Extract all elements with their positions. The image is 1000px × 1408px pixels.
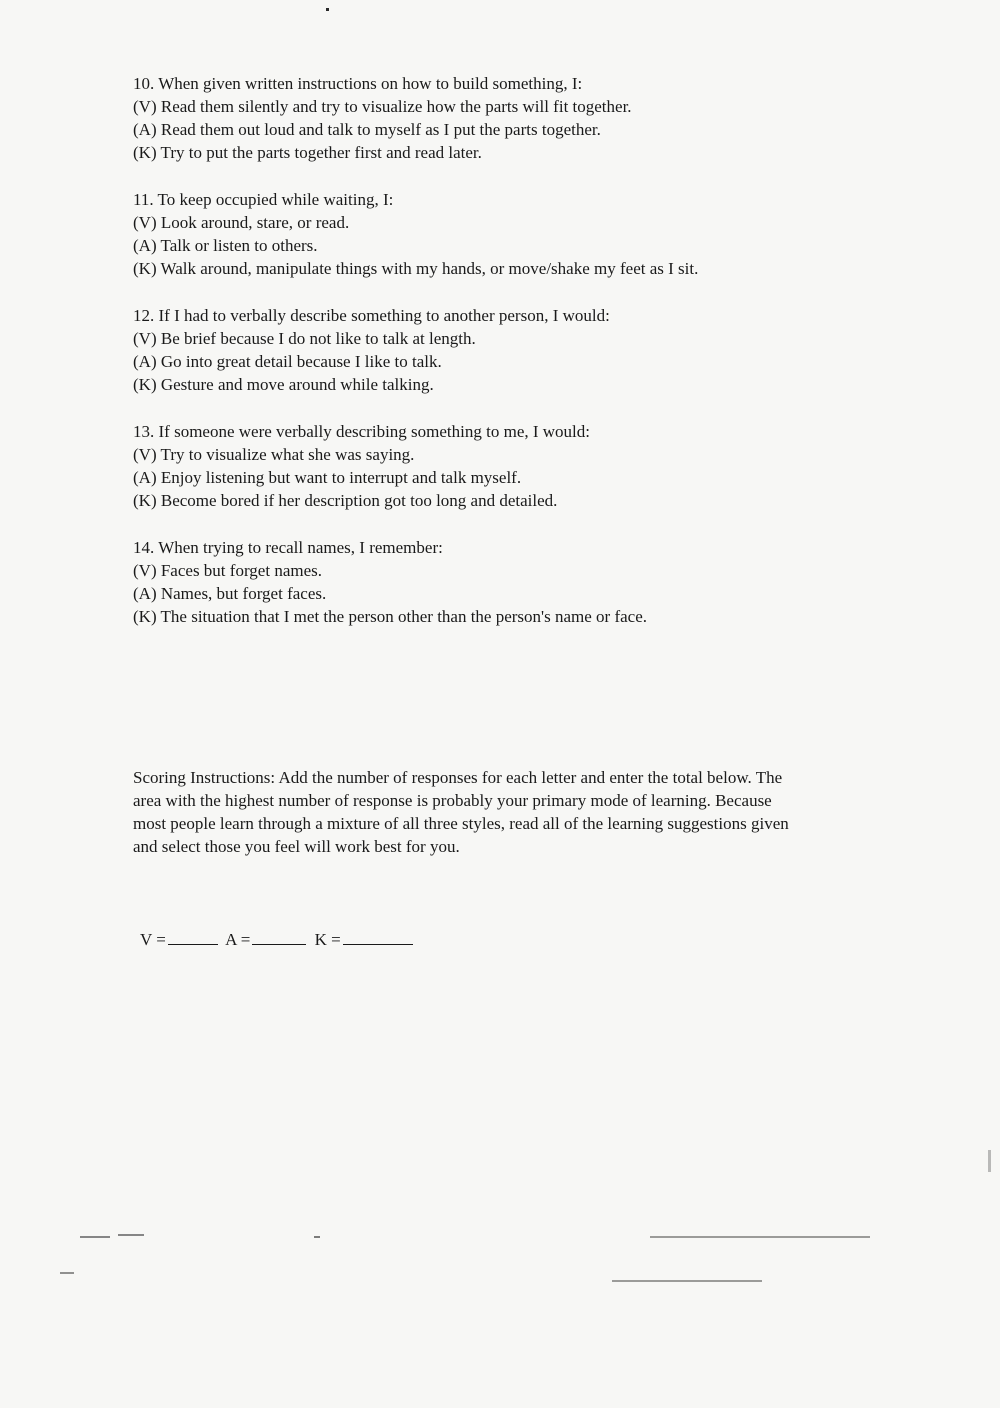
a-total-label: A = [225, 930, 251, 949]
option-a: (A) Names, but forget faces. [133, 584, 327, 603]
question-13 [133, 420, 893, 512]
option-v: (V) Faces but forget names. [133, 561, 322, 580]
option-a: (A) Go into great detail because I like to talk. [133, 352, 442, 371]
option-a: (A) Read them out loud and talk to myself as I put the parts together. [133, 120, 601, 139]
scoring-line: and select those you feel will work best for you. [133, 837, 460, 856]
scoring-line: area with the highest number of response is probably your primary mode of learning. Because [133, 791, 772, 810]
option-a: (A) Talk or listen to others. [133, 236, 318, 255]
question-14 [133, 536, 893, 628]
scan-speck [314, 1236, 320, 1238]
scan-speck [612, 1280, 762, 1282]
scoring-line: Scoring Instructions: Add the number of responses for each letter and enter the total below. The [133, 768, 783, 787]
question-text: 10. When given written instructions on how to build something, I: [133, 74, 583, 93]
option-a: (A) Enjoy listening but want to interrupt and talk myself. [133, 468, 522, 487]
k-total-label: K = [314, 930, 341, 949]
scan-speck [118, 1234, 144, 1236]
scoring-instructions [133, 766, 933, 858]
option-v: (V) Try to visualize what she was saying. [133, 445, 415, 464]
scan-speck [326, 8, 329, 11]
scan-speck [80, 1236, 110, 1238]
scan-speck [988, 1150, 991, 1172]
scoring-line: most people learn through a mixture of all three styles, read all of the learning suggestions given [133, 814, 789, 833]
option-v: (V) Look around, stare, or read. [133, 213, 350, 232]
option-k: (K) The situation that I met the person other than the person's name or face. [133, 607, 648, 626]
a-total-blank[interactable] [252, 930, 306, 945]
option-k: (K) Try to put the parts together first and read later. [133, 143, 482, 162]
question-text: 13. If someone were verbally describing something to me, I would: [133, 422, 590, 441]
question-text: 11. To keep occupied while waiting, I: [133, 190, 394, 209]
question-text: 14. When trying to recall names, I remember: [133, 538, 443, 557]
option-k: (K) Become bored if her description got too long and detailed. [133, 491, 558, 510]
v-total-blank[interactable] [168, 930, 218, 945]
question-list [133, 72, 893, 652]
score-totals [140, 930, 417, 950]
question-11 [133, 188, 893, 280]
k-total-blank[interactable] [343, 930, 413, 945]
scan-speck [650, 1236, 870, 1238]
option-k: (K) Gesture and move around while talking. [133, 375, 434, 394]
v-total-label: V = [140, 930, 166, 949]
option-k: (K) Walk around, manipulate things with my hands, or move/shake my feet as I sit. [133, 259, 699, 278]
question-text: 12. If I had to verbally describe something to another person, I would: [133, 306, 610, 325]
option-v: (V) Be brief because I do not like to talk at length. [133, 329, 476, 348]
scan-speck [60, 1272, 74, 1274]
option-v: (V) Read them silently and try to visualize how the parts will fit together. [133, 97, 632, 116]
question-12 [133, 304, 893, 396]
question-10 [133, 72, 893, 164]
